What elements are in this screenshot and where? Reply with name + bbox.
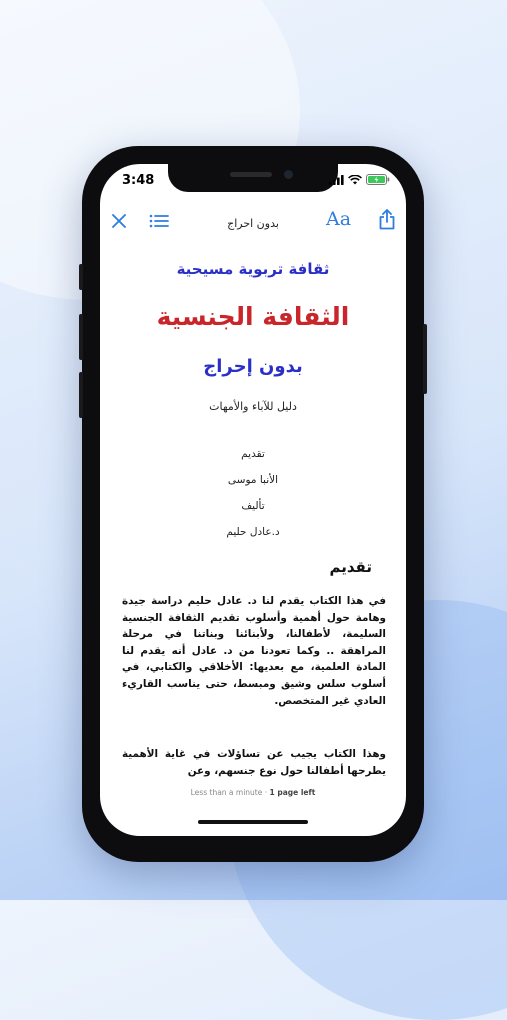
progress-separator: · — [262, 788, 270, 797]
close-icon — [110, 212, 128, 230]
reading-progress — [100, 788, 406, 797]
volume-up-button — [79, 314, 83, 360]
credit-name-2: د.عادل حليم — [226, 526, 280, 538]
notch — [168, 164, 338, 192]
credit-name-1: الأنبا موسى — [227, 474, 279, 486]
font-settings-button[interactable] — [326, 208, 351, 230]
tagline: دليل للآباء والأمهات — [209, 400, 297, 413]
pages-left: 1 page left — [269, 788, 316, 797]
battery-icon — [366, 174, 390, 185]
paragraph-2: وهذا الكتاب يجيب عن تساؤلات في غاية الأهمية يطرحها أطفالنا حول نوع جنسهم، وعن — [122, 748, 386, 777]
section-heading: تقديم — [329, 558, 372, 576]
wifi-icon — [348, 175, 362, 185]
signal-icon — [329, 175, 344, 185]
phone-frame — [82, 146, 424, 862]
book-title: بدون احراج — [227, 217, 279, 230]
main-title: الثقافة الجنسية — [156, 302, 350, 331]
mute-switch — [79, 264, 83, 290]
share-button[interactable] — [378, 209, 396, 234]
front-camera — [284, 170, 293, 179]
close-button[interactable] — [110, 212, 128, 234]
series-title: ثقافة تربوية مسيحية — [176, 260, 330, 278]
credit-label-2: تأليف — [241, 500, 265, 512]
status-time: 3:48 — [122, 173, 155, 188]
table-of-contents-icon — [149, 213, 169, 229]
credit-label-1: تقديم — [241, 448, 265, 460]
power-button — [423, 324, 427, 394]
phone-screen — [100, 164, 406, 836]
paragraph-1: في هذا الكتاب يقدم لنا د. عادل حليم دراسة جيدة وهامة حول أهمية وأسلوب تقديم الثقافة الجنسية السليمة، لأطفالنا، ولأبنائنا وبناتنا في مرحلة المراهقة .. وكما تعودنا من د. عادل أنه يقدم لنا المادة العلمية، مع بعديها: الأخلاقي والكتابي، في أسلوب سلس وشيق ومبسط، حتى يناسب القاريء العادي غير المتخصص. — [122, 595, 386, 707]
font-settings-icon: Aa — [326, 208, 352, 230]
subtitle: بدون إحراج — [203, 356, 303, 377]
time-left: Less than a minute — [190, 788, 263, 797]
home-indicator[interactable] — [198, 820, 308, 824]
speaker — [230, 172, 272, 177]
table-of-contents-button[interactable] — [149, 213, 169, 233]
share-icon — [378, 209, 396, 230]
volume-down-button — [79, 372, 83, 418]
status-icons — [329, 174, 390, 185]
